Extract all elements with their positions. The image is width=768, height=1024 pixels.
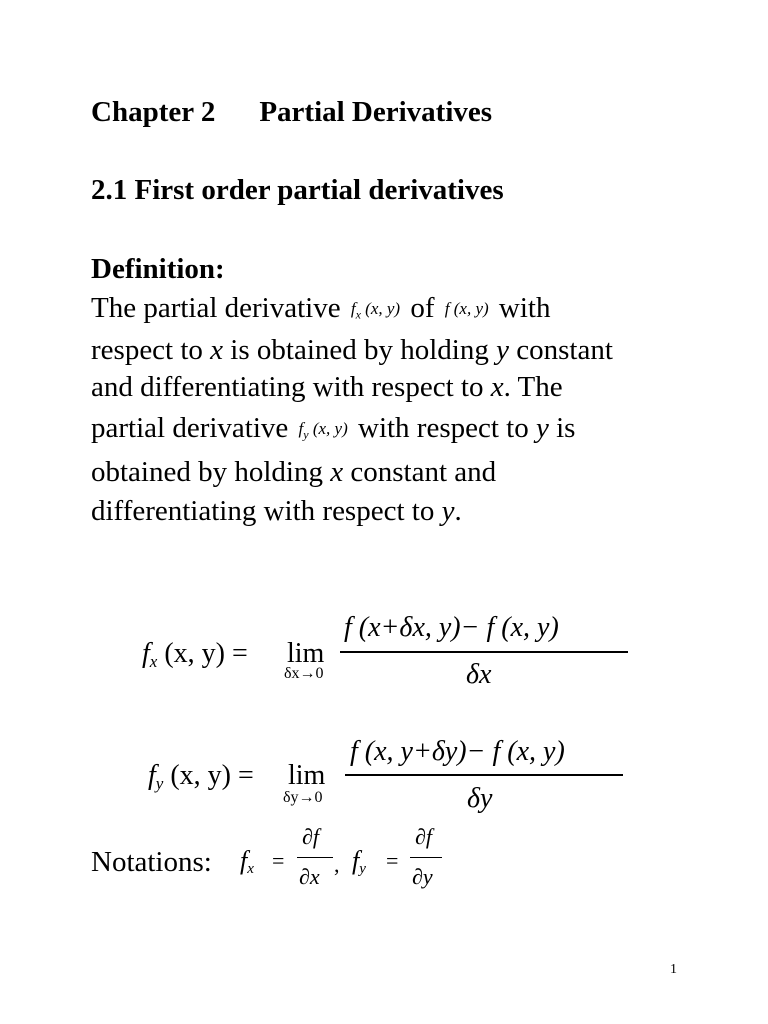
formula-fx-lim-sub: δx→0 <box>284 665 324 682</box>
page-number: 1 <box>670 962 677 977</box>
chapter-heading <box>91 98 492 127</box>
definition-line-2: respect to x is obtained by holding y constant <box>91 334 613 366</box>
inline-f: f (x, y) <box>444 299 489 318</box>
notation-fx-equals: = <box>272 848 285 873</box>
definition-line-4: partial derivative $f_y$ (x, y) with respect to y is <box>91 412 576 444</box>
formula-fx-lhs: fx (x, y) = <box>142 638 248 671</box>
formula-fy-numerator: f (x, y+δy)− f (x, y) <box>350 736 565 767</box>
notation-fx-bar <box>297 857 333 858</box>
definition-line-5: obtained by holding x constant and <box>91 456 497 488</box>
definition-line-6: differentiating with respect to y. <box>91 495 462 527</box>
formula-fx-numerator: f (x+δx, y)− f (x, y) <box>344 612 559 643</box>
formula-fy-lim-sub: δy→0 <box>283 789 323 806</box>
chapter-number: Chapter 2 <box>91 96 216 128</box>
section-heading: 2.1 First order partial derivatives <box>91 174 504 206</box>
notation-fy-denominator: ∂y <box>412 864 433 889</box>
definition-heading: Definition: <box>91 253 225 285</box>
formula-fy-denominator: δy <box>467 783 493 814</box>
notation-fy: fy <box>352 846 366 877</box>
notation-fy-numerator: ∂f <box>415 824 432 849</box>
definition-line-1: The partial derivative $f_x$ (x, y) of f (x, y) with <box>91 292 551 324</box>
formula-fy-lim: lim <box>288 760 326 791</box>
formula-fx-denominator: δx <box>466 659 492 690</box>
inline-fx: $f_x$ (x, y) <box>350 299 401 322</box>
notation-fy-equals: = <box>386 848 399 873</box>
formula-fy-fraction-bar <box>345 774 623 776</box>
formula-fx-fraction-bar <box>340 651 628 653</box>
definition-line-3: and differentiating with respect to x. The <box>91 371 563 403</box>
notation-fx-denominator: ∂x <box>299 864 320 889</box>
notation-fx: fx <box>240 846 254 877</box>
notation-comma: , <box>334 852 340 877</box>
formula-fx-lim: lim <box>287 638 325 669</box>
notation-fx-numerator: ∂f <box>302 824 319 849</box>
notation-fy-bar <box>410 857 442 858</box>
inline-fy: $f_y$ (x, y) <box>298 419 348 442</box>
chapter-title: Partial Derivatives <box>259 96 493 128</box>
notations-label: Notations: <box>91 846 212 878</box>
formula-fy-lhs: fy (x, y) = <box>148 760 254 793</box>
